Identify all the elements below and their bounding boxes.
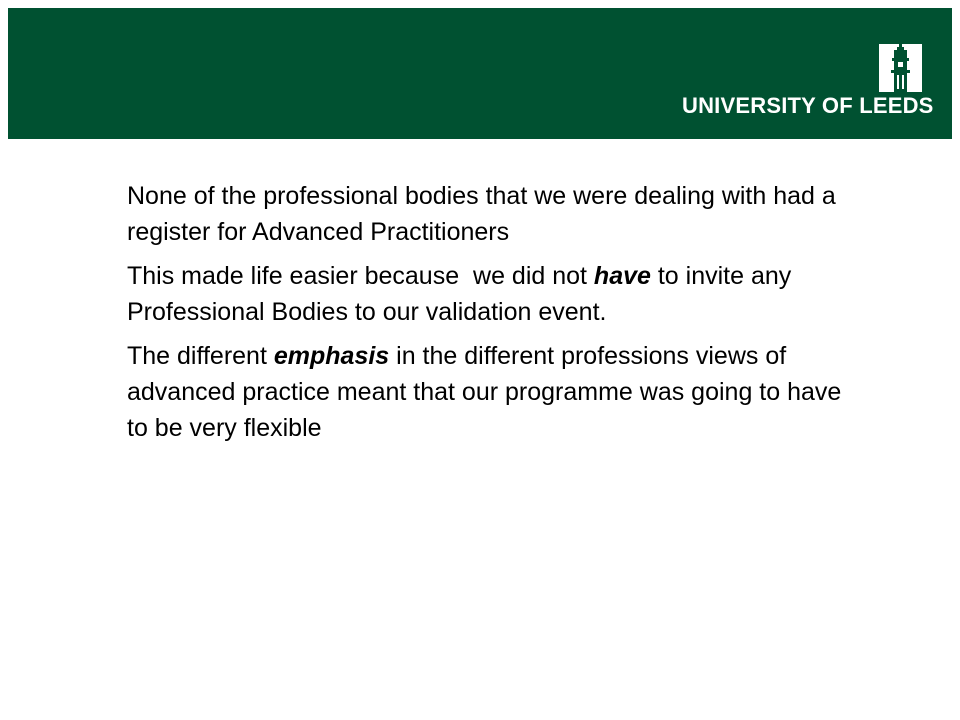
university-logo-text: UNIVERSITY OF LEEDS — [682, 93, 934, 118]
slide-body — [127, 178, 847, 454]
paragraph-2-emphasis: have — [593, 262, 651, 290]
paragraph-1 — [127, 178, 847, 250]
paragraph-3-emphasis: emphasis — [273, 342, 390, 370]
paragraph-3-after: in the different professions views of advanced practice meant that our programme was going to have to be very flexible — [127, 342, 842, 442]
paragraph-3-before: The different — [127, 342, 274, 370]
paragraph-2-after: to invite any Professional Bodies to our validation event. — [127, 262, 792, 326]
paragraph-2 — [127, 258, 847, 330]
paragraph-2-before: This made life easier because we did not — [127, 262, 594, 290]
parkinson-tower-icon — [879, 44, 922, 92]
paragraph-3 — [127, 338, 847, 446]
paragraph-1-text: None of the professional bodies that we were dealing with had a register for Advanced Practitioners — [127, 182, 836, 246]
